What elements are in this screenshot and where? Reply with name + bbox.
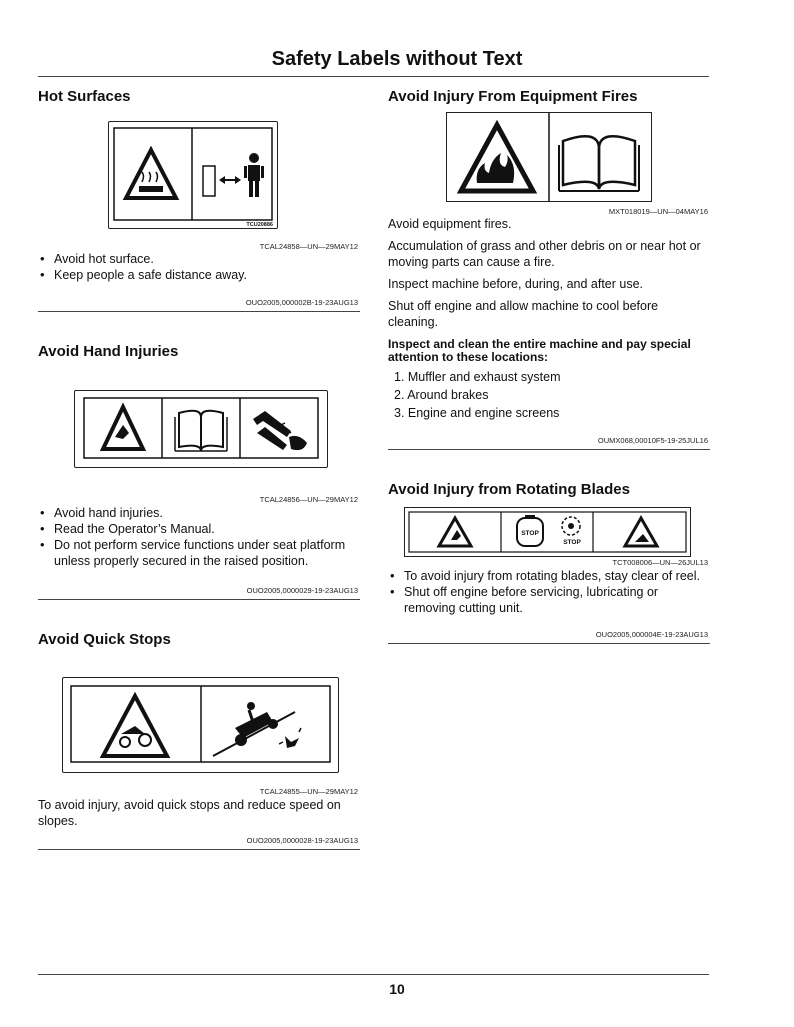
list-item: 2. Around brakes [394,388,489,402]
rollover-warning-icon [103,696,167,756]
paragraph: Shut off engine and allow machine to cool before cleaning. [388,299,659,329]
list-item: 3. Engine and engine screens [394,406,560,420]
section-rule [388,643,710,644]
hot-surfaces-heading: Hot Surfaces [38,88,131,105]
section-rule [38,599,360,600]
decal-code: TCU20886 [246,222,273,228]
rotating-blades-heading: Avoid Injury from Rotating Blades [388,481,630,498]
section-rule [38,849,360,850]
quick-stops-heading: Avoid Quick Stops [38,631,171,648]
stop-label: STOP [563,539,581,546]
equipment-fires-decal [446,112,652,202]
quick-stops-decal [62,677,339,773]
hand-injuries-ref: OUO2005,0000029-19-23AUG13 [246,586,358,595]
hand-injuries-heading: Avoid Hand Injuries [38,343,179,360]
list-item: • Read the Operator’s Manual. [38,521,360,537]
operators-manual-icon [559,136,639,191]
footer-rule [38,974,709,975]
list-item: • Shut off engine before servicing, lubricating or removing cutting unit. [388,584,712,616]
hot-surfaces-bullets [38,251,360,283]
rotating-blades-ref: OUO2005,000004E-19-23AUG13 [595,630,708,639]
hand-injuries-decal [74,390,328,468]
fire-warning-icon [461,125,533,191]
list-item: • Avoid hot surface. [38,251,360,267]
rotating-blades-figure-code: TCT008006—UN—26JUL13 [612,558,708,567]
equipment-fires-list [390,369,708,423]
hand-injuries-figure-code: TCAL24856—UN—29MAY12 [259,495,358,504]
hand-injuries-bullets [38,505,360,569]
hot-surfaces-ref: OUO2005,000002B-19-23AUG13 [245,298,358,307]
safe-distance-icon [203,153,264,197]
seat-platform-hand-icon [253,411,307,450]
blade-warning-icon [625,518,657,546]
list-item: 1. Muffler and exhaust system [394,370,561,384]
quick-stops-ref: OUO2005,0000028-19-23AUG13 [246,836,358,845]
quick-stops-text: To avoid injury, avoid quick stops and reduce speed on slopes. [38,798,341,828]
hot-surfaces-decal [108,121,278,229]
hot-surfaces-figure-code: TCAL24858—UN—29MAY12 [259,242,358,251]
list-item: • Do not perform service functions under seat platform unless properly secured in the raised position. [38,537,360,569]
hot-surface-warning-icon [126,150,176,198]
equipment-fires-body [388,216,710,336]
page-number: 10 [389,981,405,997]
stop-label: STOP [521,530,539,537]
equipment-fires-ref: OUMX068,00010F5-19-25JUL16 [597,436,708,445]
equipment-fires-figure-code: MXT018019—UN—04MAY16 [608,207,708,216]
operators-manual-icon [175,411,227,451]
section-rule [388,449,710,450]
title-rule [38,76,709,77]
list-item: • Avoid hand injuries. [38,505,360,521]
equipment-fires-bold-text: Inspect and clean the entire machine and pay special attention to these locations: [388,337,691,364]
section-rule [38,311,360,312]
page-title: Safety Labels without Text [271,48,523,70]
paragraph: Accumulation of grass and other debris on or near hot or moving parts can cause a fire. [388,239,701,269]
rotating-blades-decal [404,507,691,557]
slope-mower-icon [213,702,301,756]
equipment-fires-heading: Avoid Injury From Equipment Fires [388,88,638,105]
paragraph: Avoid equipment fires. [388,217,512,231]
list-item: • Keep people a safe distance away. [38,267,360,283]
paragraph: Inspect machine before, during, and after use. [388,277,644,291]
rotating-blades-bullets [388,568,712,616]
hand-crush-warning-icon [103,407,143,449]
rotating-reel-icon [562,517,580,535]
quick-stops-figure-code: TCAL24855—UN—29MAY12 [259,787,358,796]
list-item: • To avoid injury from rotating blades, stay clear of reel. [388,568,712,584]
reel-injury-warning-icon [439,518,471,546]
